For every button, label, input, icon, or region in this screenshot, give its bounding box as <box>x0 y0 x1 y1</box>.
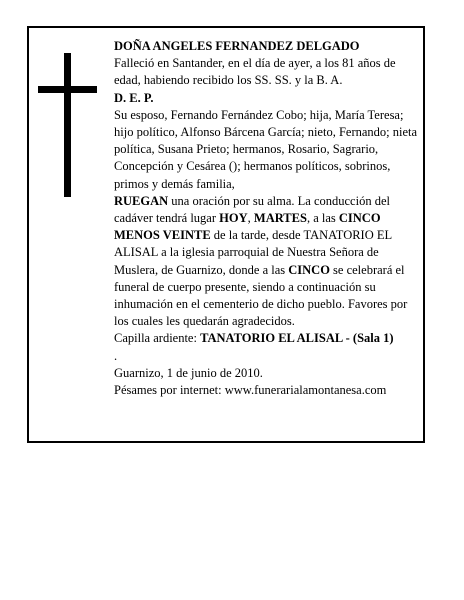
cross-icon <box>64 53 71 197</box>
chapel-label: Capilla ardiente: <box>114 331 201 346</box>
day-hoy: HOY <box>219 211 248 226</box>
ceremony-text-1: una oración por su alma. La conducción del cadáver tendrá lugar <box>114 193 390 226</box>
family-list: Su esposo, Fernando Fernández Cobo; hija, María Teresa; hijo político, Alfonso Bárcena García; nieto, Fernando; nieta política, Susana Prieto; hermanos, Rosario, Sagrario, Concepción y Cesárea (); hermanos políticos, sobrinos, primos y demás familia, <box>114 107 418 191</box>
chapel-line <box>114 330 420 347</box>
ceremony-text-2: , a las <box>306 211 339 226</box>
day-martes: MARTES <box>253 211 307 226</box>
time-cinco: CINCO <box>288 262 330 277</box>
obituary-text <box>114 38 420 399</box>
ceremony-comma: , <box>247 211 254 226</box>
death-statement: Falleció en Santander, en el día de ayer, a los 81 años de edad, habiendo recibido los SS. SS. y la B. A. <box>114 56 396 88</box>
time-cinco-menos-veinte: CINCO MENOS VEINTE <box>114 211 381 243</box>
chapel-value: TANATORIO EL ALISAL - (Sala 1) <box>200 331 394 346</box>
cross-icon-arm <box>38 86 97 93</box>
chapel-dot: . <box>114 348 118 363</box>
condolences-line: Pésames por internet: www.funerarialamontanesa.com <box>114 383 387 398</box>
ruegan-label: RUEGAN <box>114 193 169 208</box>
rip-label: D. E. P. <box>114 90 154 105</box>
deceased-name: DOÑA ANGELES FERNANDEZ DELGADO <box>114 39 360 53</box>
ceremony-details <box>114 193 420 331</box>
place-date: Guarnizo, 1 de junio de 2010. <box>114 365 263 380</box>
ceremony-text-3: de la tarde, desde TANATORIO EL ALISAL a la iglesia parroquial de Nuestra Señora de Muslera, de Guarnizo, donde a las <box>114 228 392 277</box>
ceremony-text-4: se celebrará el funeral de cuerpo presente, siendo a continuación su inhumación en el cementerio de dicho pueblo. Favores por los cuales les quedarán agradecidos. <box>114 262 408 329</box>
